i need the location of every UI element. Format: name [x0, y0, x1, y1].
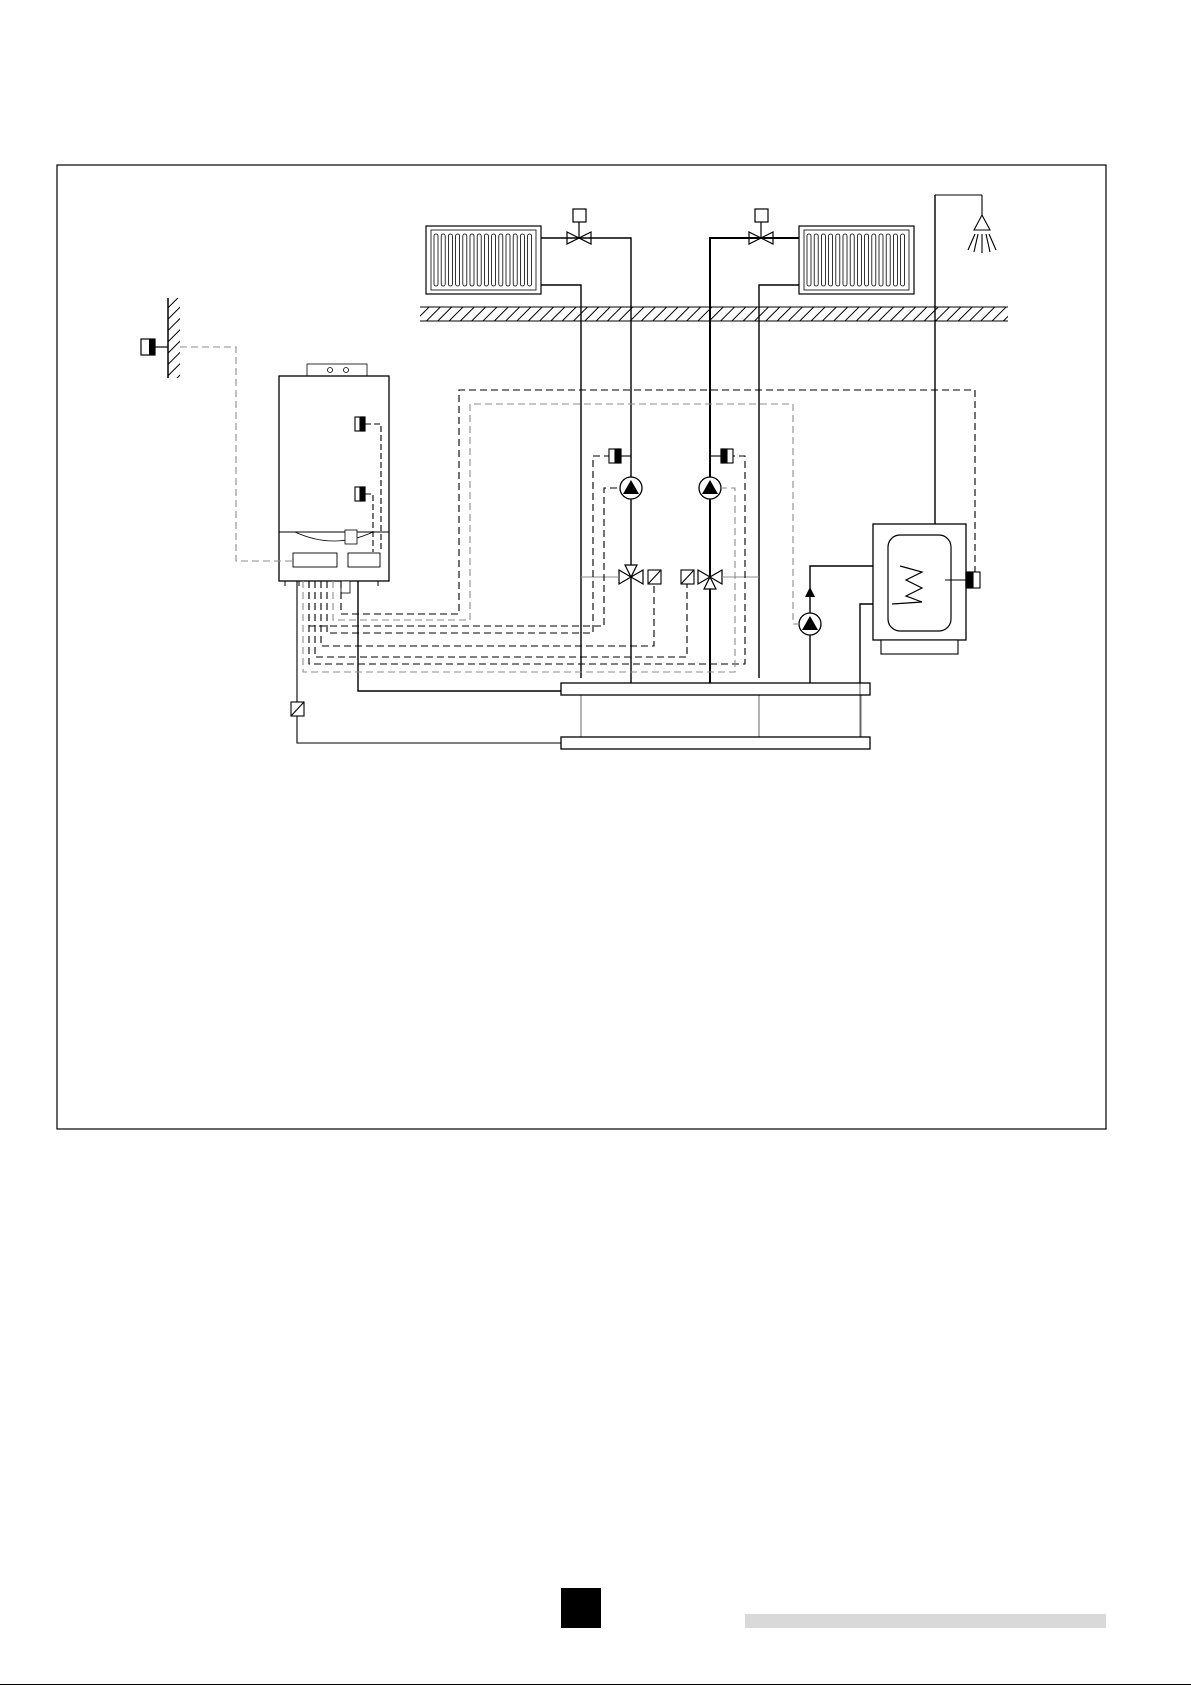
dhw-cylinder-icon: [873, 524, 966, 654]
boiler-sensor-lower-icon: [355, 487, 365, 501]
section-bar: [745, 1614, 1106, 1628]
outdoor-sensor-icon: [141, 339, 168, 355]
check-valve-icon: [805, 587, 815, 597]
pump-right-icon: [699, 477, 721, 499]
mixing-valve-right-icon: [698, 570, 759, 589]
shower-head-icon: [935, 195, 996, 253]
radiator-left-icon: [426, 226, 541, 294]
boiler-icon: [279, 364, 389, 593]
pump-dhw-icon: [799, 613, 821, 635]
header-connectors: [581, 695, 861, 737]
pump-left-icon: [620, 477, 642, 499]
flow-sensor-right-icon: [710, 449, 733, 463]
flow-sensor-left-icon: [609, 449, 631, 463]
outside-wall: [168, 298, 180, 378]
floor-slab: [420, 307, 1008, 321]
boiler-sensor-upper-icon: [355, 417, 365, 431]
actuator-return-icon: [291, 702, 304, 716]
actuator-left-icon: [648, 570, 661, 584]
thermostatic-valve-left-icon: [567, 209, 591, 244]
actuator-right-icon: [681, 570, 694, 584]
mixing-valve-left-icon: [581, 565, 643, 584]
page-marker-block: [561, 1588, 601, 1628]
radiator-right-icon: [799, 226, 914, 294]
return-header: [561, 737, 870, 749]
flow-header: [561, 683, 870, 695]
